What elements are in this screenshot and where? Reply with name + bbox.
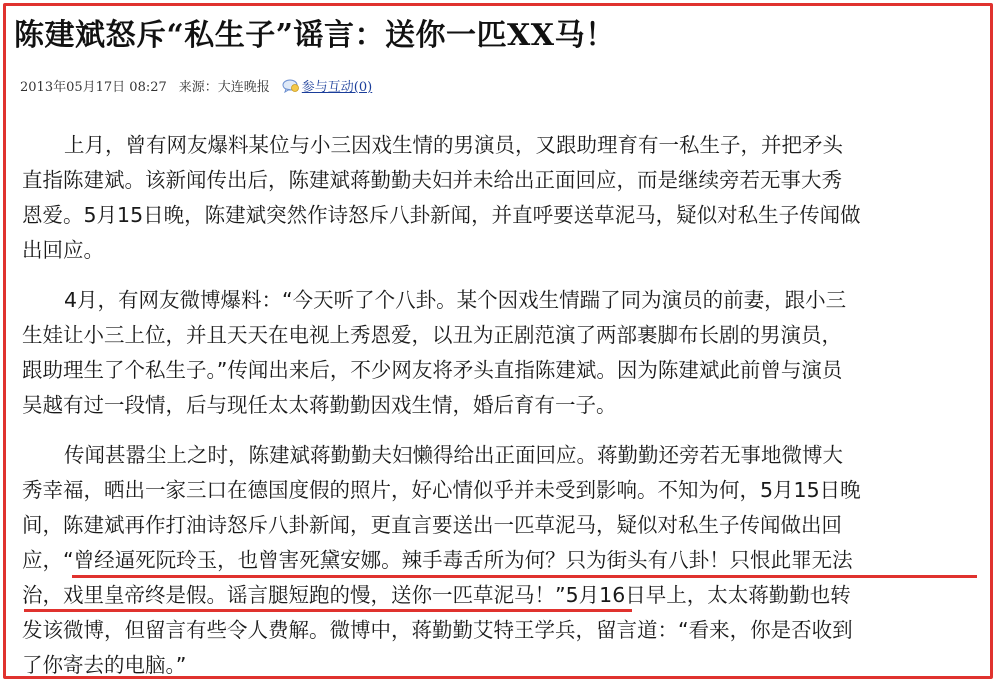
comment-link[interactable] <box>282 76 372 95</box>
source-label: 来源： <box>178 80 218 95</box>
publish-date: 2013年05月17日 08:27 <box>20 80 167 95</box>
paragraph-line: 跟助理生了个私生子。”传闻出来后，不少网友将矛头直指陈建斌。因为陈建斌此前曾与演员 <box>22 358 843 382</box>
paragraph-line: 直指陈建斌。该新闻传出后，陈建斌蒋勤勤夫妇并未给出正面回应，而是继续旁若无事大秀 <box>22 168 842 192</box>
paragraph-line: 发该微博，但留言有些令人费解。微博中，蒋勤勤艾特王学兵，留言道：“看来，你是否收到 <box>22 618 853 642</box>
paragraph-line: 秀幸福，晒出一家三口在德国度假的照片，好心情似乎并未受到影响。不知为何，5月15日晚 <box>22 478 861 502</box>
paragraph-line: 了你寄去的电脑。” <box>22 653 187 677</box>
paragraph-line: 间，陈建斌再作打油诗怒斥八卦新闻，更直言要送出一匹草泥马，疑似对私生子传闻做出回 <box>22 513 842 537</box>
paragraph-line: 吴越有过一段情，后与现任太太蒋勤勤因戏生情，婚后育有一子。 <box>22 393 617 417</box>
article-meta <box>20 76 372 95</box>
quote-underline-1 <box>72 575 977 578</box>
paragraph-line: 恩爱。5月15日晚，陈建斌突然作诗怒斥八卦新闻，并直呼要送草泥马，疑似对私生子传闻做 <box>22 203 861 227</box>
paragraph-line: 传闻甚嚣尘上之时，陈建斌蒋勤勤夫妇懒得给出正面回应。蒋勤勤还旁若无事地微博大 <box>64 443 843 467</box>
comment-bubble-icon <box>282 79 300 93</box>
comment-link-label: 参与互动(0) <box>301 80 373 95</box>
paragraph-1 <box>22 128 982 268</box>
source-name: 大连晚报 <box>217 80 270 95</box>
paragraph-3 <box>22 438 982 683</box>
paragraph-line: 出回应。 <box>22 238 104 262</box>
paragraph-line: 治，戏里皇帝终是假。谣言腿短跑的慢，送你一匹草泥马！”5月16日早上，太太蒋勤勤也转 <box>22 583 851 607</box>
paragraph-line: 上月，曾有网友爆料某位与小三因戏生情的男演员，又跟助理育有一私生子，并把矛头 <box>64 133 843 157</box>
quote-underline-2 <box>24 609 632 612</box>
paragraph-2 <box>22 283 982 423</box>
paragraph-line: 应，“曾经逼死阮玲玉，也曾害死黛安娜。辣手毒舌所为何？只为街头有八卦！只恨此罪无法 <box>22 548 853 572</box>
paragraph-line: 4月，有网友微博爆料：“今天听了个八卦。某个因戏生情踹了同为演员的前妻，跟小三 <box>64 288 847 312</box>
paragraph-line: 生娃让小三上位，并且天天在电视上秀恩爱，以丑为正剧范演了两部裹脚布长剧的男演员， <box>22 323 842 347</box>
article-title: 陈建斌怒斥“私生子”谣言：送你一匹XX马！ <box>14 18 616 53</box>
